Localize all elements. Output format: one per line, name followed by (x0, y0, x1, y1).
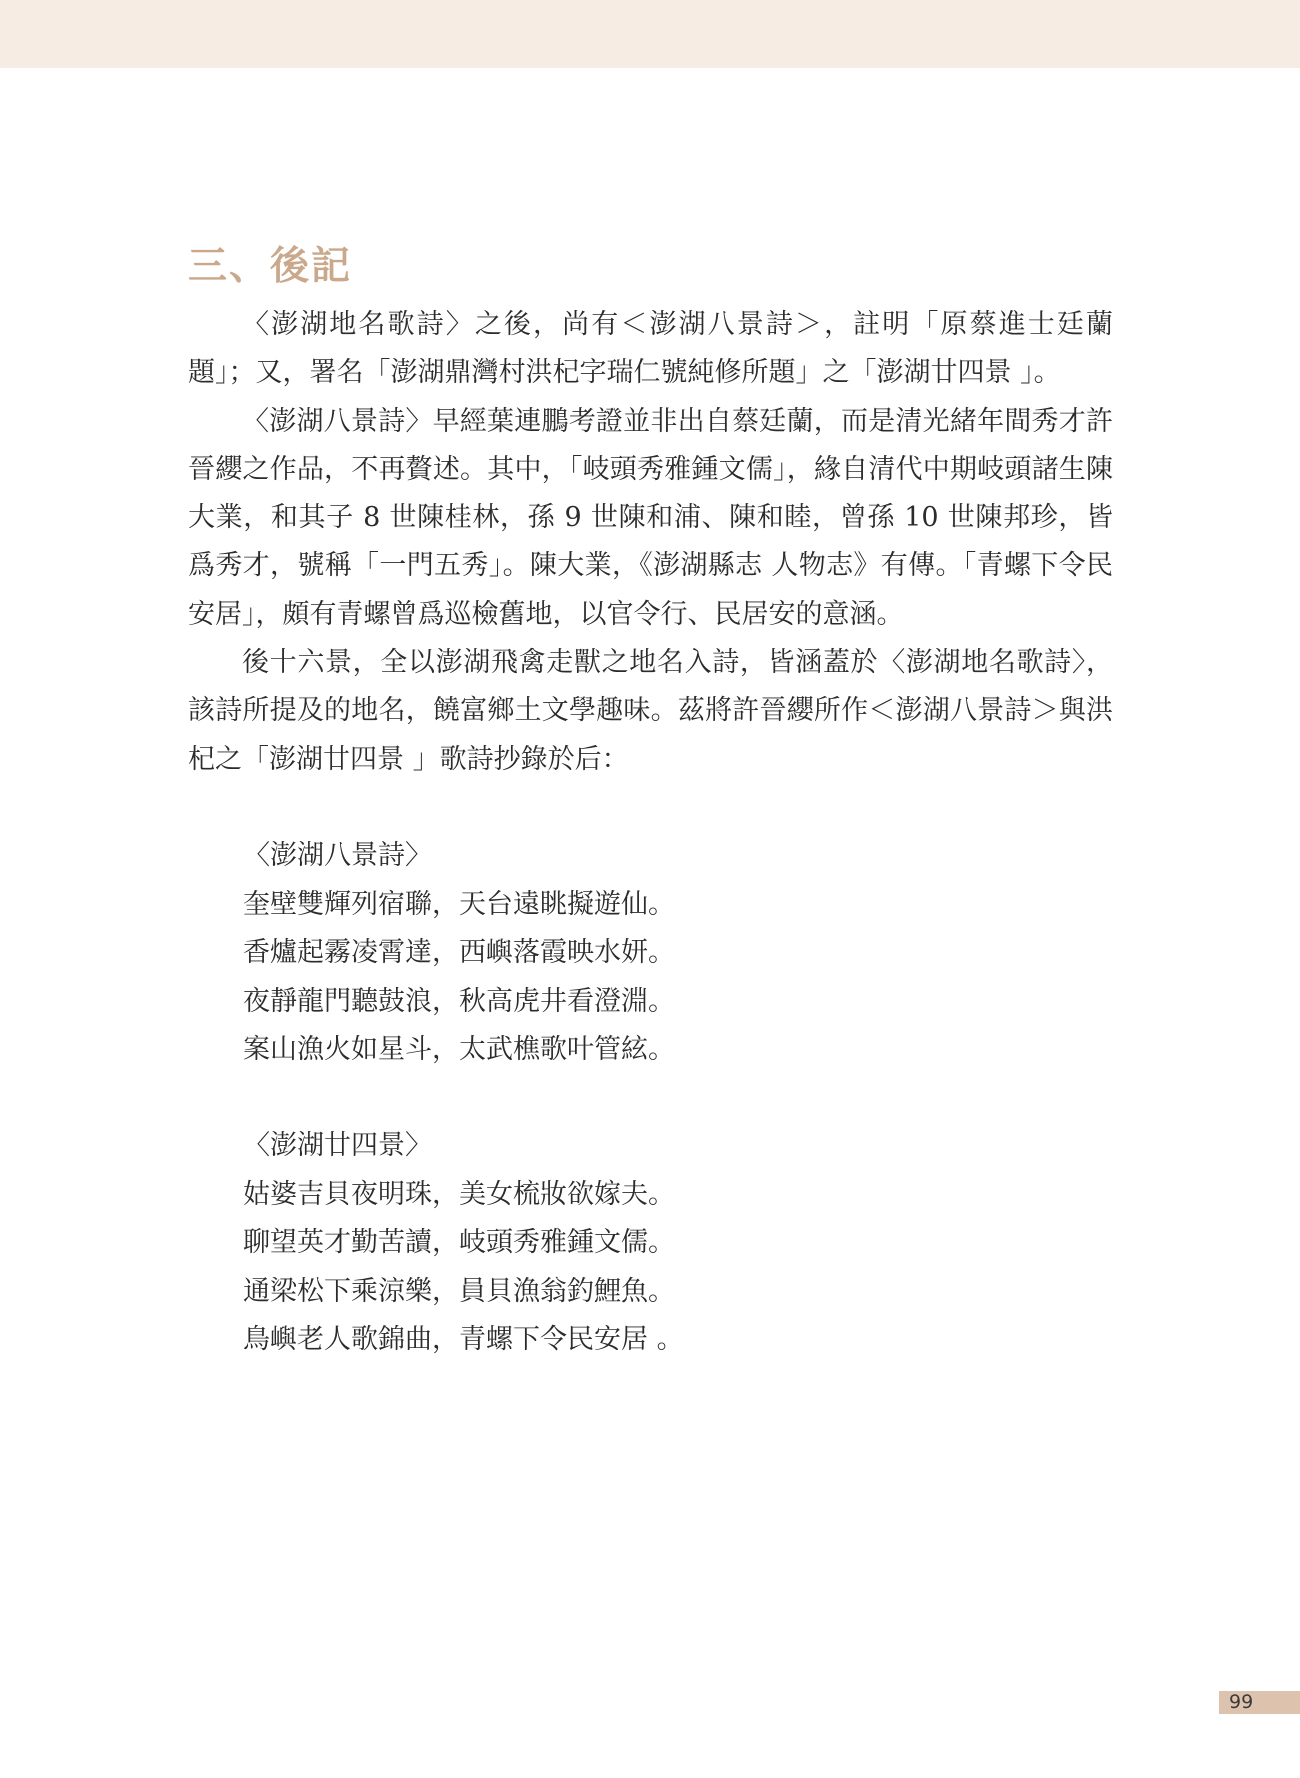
body-text (188, 301, 1113, 784)
section-heading: 三、後記 (188, 244, 353, 289)
poem-line: 奎壁雙輝列宿聯，天台遠眺擬遊仙。 (243, 888, 675, 920)
poem-line: 夜靜龍門聽鼓浪，秋高虎井看澄淵。 (243, 985, 675, 1017)
poem-line: 通梁松下乘涼樂，員貝漁翁釣鯉魚。 (243, 1275, 675, 1307)
paragraph-3: 後十六景，全以澎湖飛禽走獸之地名入詩，皆涵蓋於〈澎湖地名歌詩〉，該詩所提及的地名，饒富鄉土文學趣味。茲將許晉纓所作＜澎湖八景詩＞與洪杞之「澎湖廿四景 」歌詩抄錄於后： (188, 647, 1113, 775)
poem-eight-scenes (243, 832, 943, 1075)
paragraph-2: 〈澎湖八景詩〉早經葉連鵬考證並非出自蔡廷蘭，而是清光緒年間秀才許晉纓之作品，不再贅述。其中，「岐頭秀雅鍾文儒」，緣自清代中期岐頭諸生陳大業，和其子 8 世陳桂林，孫 9 世陳和浦、陳和睦，曾孫 10 世陳邦珍，皆爲秀才，號稱「一門五秀」。陳大業，《澎湖縣志 人物志》有傳。「青螺下令民安居」，頗有青螺曾爲巡檢舊地，以官令行、民居安的意涵。 (188, 405, 1113, 630)
paragraph-1: 〈澎湖地名歌詩〉之後，尚有＜澎湖八景詩＞，註明「原蔡進士廷蘭題」；又，署名「澎湖鼎灣村洪杞字瑞仁號純修所題」之「澎湖廿四景 」。 (188, 309, 1113, 389)
poem-title: 〈澎湖廿四景〉 (243, 1130, 432, 1161)
poem-title: 〈澎湖八景詩〉 (243, 840, 432, 871)
poem-line: 聊望英才勤苦讀，岐頭秀雅鍾文儒。 (243, 1227, 675, 1258)
page-number-tab: 99 (1219, 1691, 1300, 1714)
poem-twenty-four-scenes (243, 1122, 943, 1365)
poem-line: 鳥嶼老人歌錦曲，青螺下令民安居 。 (243, 1324, 684, 1355)
poem-line: 案山漁火如星斗，太武樵歌叶管絃。 (243, 1034, 675, 1065)
poem-line: 香爐起霧凌霄達，西嶼落霞映水妍。 (243, 937, 675, 968)
poem-line: 姑婆吉貝夜明珠，美女梳妝欲嫁夫。 (243, 1178, 675, 1210)
top-header-band (0, 0, 1300, 68)
